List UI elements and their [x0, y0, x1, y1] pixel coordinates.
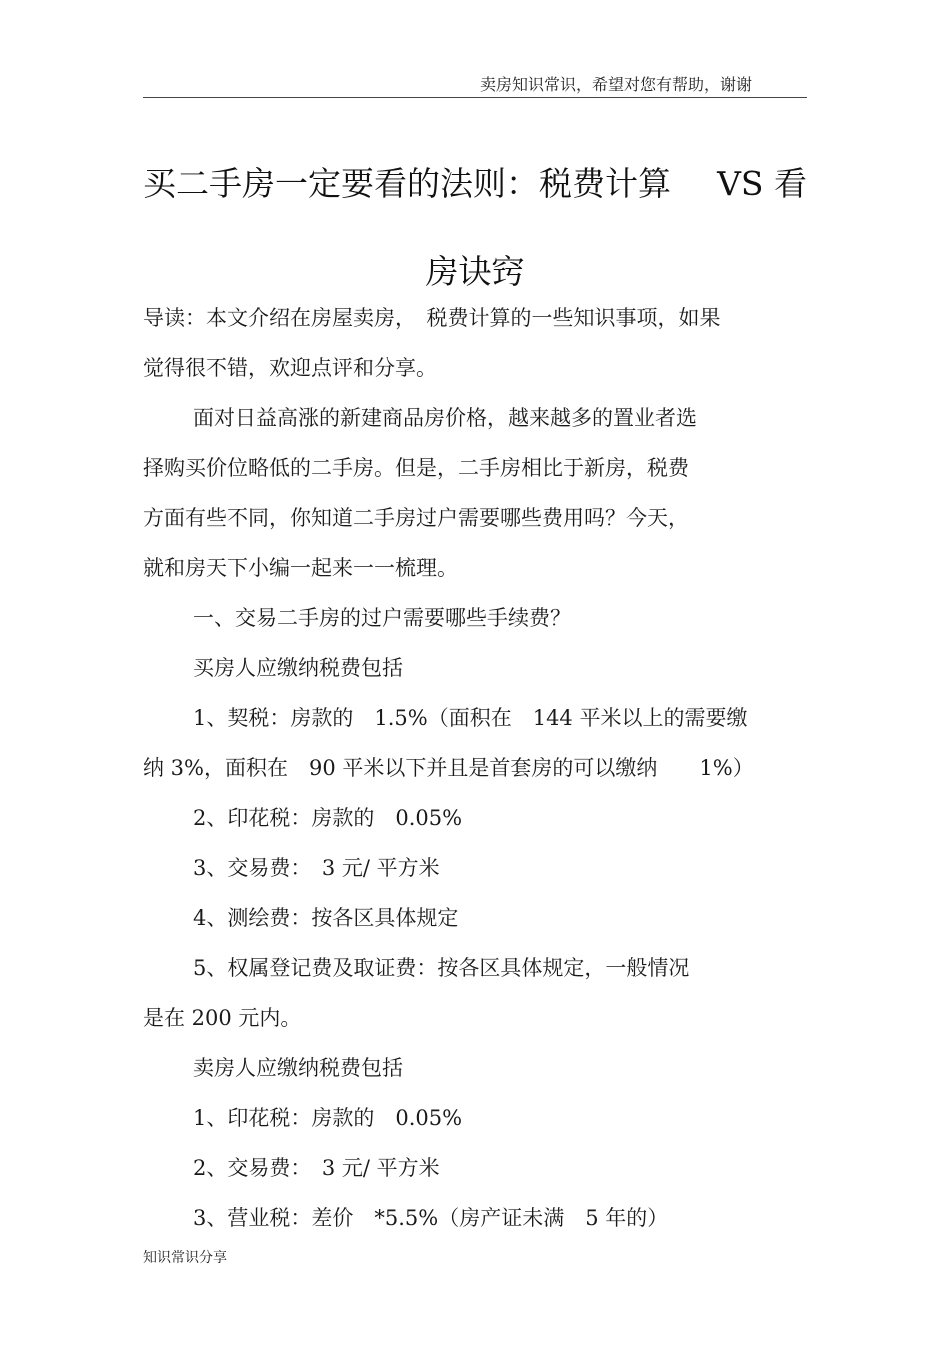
document-title: [143, 140, 807, 316]
list-item: 1、印花税：房款的 0.05%: [193, 1106, 463, 1130]
title-line-1: [143, 140, 807, 228]
intro-line: 导读：本文介绍在房屋卖房， 税费计算的一些知识事项，如果: [143, 306, 721, 330]
document-body: [143, 293, 807, 1243]
paragraph-line: 方面有些不同，你知道二手房过户需要哪些费用吗？今天，: [143, 506, 689, 530]
running-header: 卖房知识常识，希望对您有帮助，谢谢: [479, 75, 752, 94]
list-item: 5、权属登记费及取证费：按各区具体规定，一般情况: [193, 956, 690, 980]
page-footer: 知识常识分享: [143, 1250, 227, 1266]
subsection-heading: 卖房人应缴纳税费包括: [193, 1056, 403, 1080]
title-line-2: 房诀窍: [425, 252, 525, 291]
list-item: 2、交易费： 3 元/ 平方米: [193, 1156, 440, 1180]
paragraph-line: 择购买价位略低的二手房。但是，二手房相比于新房，税费: [143, 456, 689, 480]
list-item-continuation: 是在 200 元内。: [143, 1006, 302, 1030]
subsection-heading: 买房人应缴纳税费包括: [193, 656, 403, 680]
list-item: 3、交易费： 3 元/ 平方米: [193, 856, 440, 880]
title-vs-text: VS 看: [717, 164, 807, 203]
list-item: 3、营业税：差价 *5.5%（房产证未满 5 年的）: [193, 1206, 669, 1230]
list-item: 1、契税：房款的 1.5%（面积在 144 平米以上的需要缴: [193, 706, 748, 730]
title-main-text: 买二手房一定要看的法则：税费计算: [143, 164, 671, 203]
intro-line: 觉得很不错，欢迎点评和分享。: [143, 356, 437, 380]
header-divider: [143, 97, 807, 98]
list-item: 2、印花税：房款的 0.05%: [193, 806, 463, 830]
list-item: 4、测绘费：按各区具体规定: [193, 906, 459, 930]
list-item-continuation: 纳 3%，面积在 90 平米以下并且是首套房的可以缴纳 1%）: [143, 756, 754, 780]
paragraph-line: 面对日益高涨的新建商品房价格，越来越多的置业者选: [193, 406, 697, 430]
section-heading: 一、交易二手房的过户需要哪些手续费？: [193, 606, 571, 630]
paragraph-line: 就和房天下小编一起来一一梳理。: [143, 556, 458, 580]
